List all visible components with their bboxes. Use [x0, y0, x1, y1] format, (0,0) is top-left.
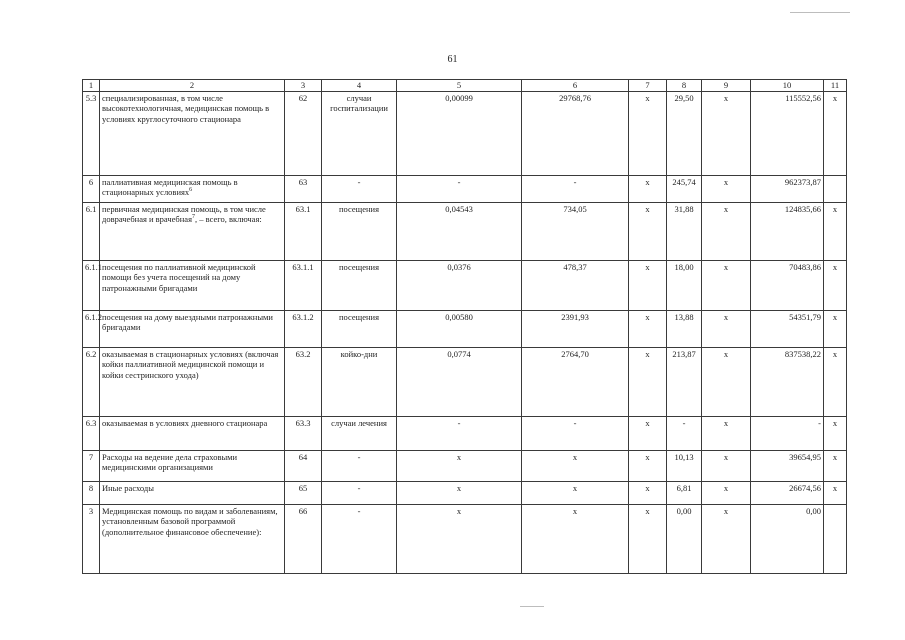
unit-of-measure: посещения [322, 310, 397, 347]
cost-norm: х [522, 450, 629, 481]
unit-of-measure: случаи госпитализации [322, 91, 397, 175]
col9-value: х [702, 260, 751, 310]
col11-value [824, 175, 847, 202]
col9-value: х [702, 175, 751, 202]
volume-norm: х [397, 481, 522, 504]
description-text: оказываемая в стационарных условиях (включая койки паллиативной медицинской помощи и койки сестринского ухода) [102, 348, 279, 380]
col7-value: х [629, 91, 667, 175]
unit-of-measure: - [322, 481, 397, 504]
col-header-5: 5 [397, 80, 522, 92]
unit-of-measure: посещения [322, 202, 397, 260]
table-row [83, 175, 847, 202]
row-number: 6 [83, 175, 100, 202]
row-description [100, 91, 285, 175]
row-description [100, 347, 285, 416]
cost-norm: 29768,76 [522, 91, 629, 175]
col-header-4: 4 [322, 80, 397, 92]
description-text: оказываемая в условиях дневного стационара [102, 417, 268, 428]
table-row [83, 310, 847, 347]
per-capita-norm: 0,00 [667, 504, 702, 573]
volume-norm: - [397, 416, 522, 450]
col7-value: х [629, 260, 667, 310]
row-number: 5.3 [83, 91, 100, 175]
col7-value: х [629, 347, 667, 416]
financing-table [82, 79, 847, 574]
scan-artifact-bottom [520, 606, 544, 607]
description-text: Иные расходы [102, 482, 154, 493]
volume-norm: 0,04543 [397, 202, 522, 260]
per-capita-norm: 245,74 [667, 175, 702, 202]
table-body [83, 91, 847, 573]
table-row [83, 450, 847, 481]
row-number: 6.1.1 [83, 260, 100, 310]
col-header-7: 7 [629, 80, 667, 92]
col-header-8: 8 [667, 80, 702, 92]
table-row [83, 481, 847, 504]
col-header-10: 10 [751, 80, 824, 92]
col-header-2: 2 [100, 80, 285, 92]
col9-value: х [702, 91, 751, 175]
volume-norm: 0,00099 [397, 91, 522, 175]
col7-value: х [629, 450, 667, 481]
table-row [83, 91, 847, 175]
total-cost: 0,00 [751, 504, 824, 573]
col7-value: х [629, 175, 667, 202]
row-number: 6.2 [83, 347, 100, 416]
col7-value: х [629, 481, 667, 504]
col-header-6: 6 [522, 80, 629, 92]
total-cost: 70483,86 [751, 260, 824, 310]
total-cost: 26674,56 [751, 481, 824, 504]
volume-norm: х [397, 450, 522, 481]
row-description [100, 481, 285, 504]
table-row [83, 347, 847, 416]
col11-value: х [824, 450, 847, 481]
per-capita-norm: - [667, 416, 702, 450]
volume-norm: 0,0376 [397, 260, 522, 310]
volume-norm: х [397, 504, 522, 573]
total-cost: 54351,79 [751, 310, 824, 347]
col9-value: х [702, 310, 751, 347]
col9-value: х [702, 450, 751, 481]
cost-norm: 478,37 [522, 260, 629, 310]
row-description [100, 202, 285, 260]
per-capita-norm: 29,50 [667, 91, 702, 175]
col11-value: х [824, 91, 847, 175]
line-code: 63 [285, 175, 322, 202]
description-suffix: , – всего, включая: [194, 214, 262, 225]
unit-of-measure: - [322, 175, 397, 202]
row-number: 3 [83, 504, 100, 573]
cost-norm: - [522, 175, 629, 202]
total-cost: - [751, 416, 824, 450]
per-capita-norm: 18,00 [667, 260, 702, 310]
col-header-1: 1 [83, 80, 100, 92]
row-number: 6.1 [83, 202, 100, 260]
col9-value: х [702, 504, 751, 573]
line-code: 63.1.2 [285, 310, 322, 347]
col-header-9: 9 [702, 80, 751, 92]
page-number: 61 [447, 54, 458, 65]
table-row [83, 416, 847, 450]
row-description [100, 260, 285, 310]
line-code: 66 [285, 504, 322, 573]
col11-value: х [824, 416, 847, 450]
row-description [100, 416, 285, 450]
description-text: первичная медицинская помощь, в том числе доврачебная и врачебная [102, 203, 266, 225]
cost-norm: 2764,70 [522, 347, 629, 416]
column-number-row [83, 80, 847, 92]
footnote-marker: 7 [191, 214, 195, 221]
row-description [100, 504, 285, 573]
row-description [100, 310, 285, 347]
description-text: специализированная, в том числе высокотехнологичная, медицинская помощь в условиях круглосуточного стационара [102, 92, 270, 124]
cost-norm: х [522, 481, 629, 504]
line-code: 65 [285, 481, 322, 504]
total-cost: 39654,95 [751, 450, 824, 481]
col9-value: х [702, 347, 751, 416]
volume-norm: 0,00580 [397, 310, 522, 347]
line-code: 62 [285, 91, 322, 175]
col7-value: х [629, 416, 667, 450]
total-cost: 115552,56 [751, 91, 824, 175]
col9-value: х [702, 416, 751, 450]
col11-value: х [824, 481, 847, 504]
footnote-marker: 6 [189, 187, 193, 194]
volume-norm: 0,0774 [397, 347, 522, 416]
unit-of-measure: - [322, 504, 397, 573]
unit-of-measure: койко-дни [322, 347, 397, 416]
col-header-11: 11 [824, 80, 847, 92]
per-capita-norm: 213,87 [667, 347, 702, 416]
line-code: 63.1.1 [285, 260, 322, 310]
col-header-3: 3 [285, 80, 322, 92]
per-capita-norm: 6,81 [667, 481, 702, 504]
line-code: 63.3 [285, 416, 322, 450]
description-text: посещения на дому выездными патронажными бригадами [102, 311, 273, 333]
col11-value: х [824, 347, 847, 416]
unit-of-measure: случаи лечения [322, 416, 397, 450]
row-description [100, 175, 285, 202]
row-description [100, 450, 285, 481]
row-number: 8 [83, 481, 100, 504]
line-code: 63.2 [285, 347, 322, 416]
unit-of-measure: посещения [322, 260, 397, 310]
row-number: 7 [83, 450, 100, 481]
cost-norm: 2391,93 [522, 310, 629, 347]
row-number: 6.1.2 [83, 310, 100, 347]
col7-value: х [629, 310, 667, 347]
table-row [83, 202, 847, 260]
per-capita-norm: 10,13 [667, 450, 702, 481]
col11-value: х [824, 202, 847, 260]
description-text: паллиативная медицинская помощь в стационарных условиях [102, 176, 238, 198]
total-cost: 837538,22 [751, 347, 824, 416]
col7-value: х [629, 202, 667, 260]
unit-of-measure: - [322, 450, 397, 481]
col7-value: х [629, 504, 667, 573]
col9-value: х [702, 481, 751, 504]
cost-norm: - [522, 416, 629, 450]
description-text: Расходы на ведение дела страховыми медицинскими организациями [102, 451, 238, 473]
volume-norm: - [397, 175, 522, 202]
total-cost: 962373,87 [751, 175, 824, 202]
col11-value: х [824, 310, 847, 347]
description-text: посещения по паллиативной медицинской помощи без учета посещений на дому патронажными бригадами [102, 261, 256, 293]
scan-artifact-top [790, 12, 850, 13]
line-code: 63.1 [285, 202, 322, 260]
row-number: 6.3 [83, 416, 100, 450]
cost-norm: 734,05 [522, 202, 629, 260]
line-code: 64 [285, 450, 322, 481]
cost-norm: х [522, 504, 629, 573]
table-row [83, 504, 847, 573]
col9-value: х [702, 202, 751, 260]
col11-value: х [824, 260, 847, 310]
table-row [83, 260, 847, 310]
description-text: Медицинская помощь по видам и заболеваниям, установленным базовой программой (дополнительное финансовое обеспечение): [102, 505, 278, 537]
total-cost: 124835,66 [751, 202, 824, 260]
col11-value [824, 504, 847, 573]
per-capita-norm: 13,88 [667, 310, 702, 347]
per-capita-norm: 31,88 [667, 202, 702, 260]
